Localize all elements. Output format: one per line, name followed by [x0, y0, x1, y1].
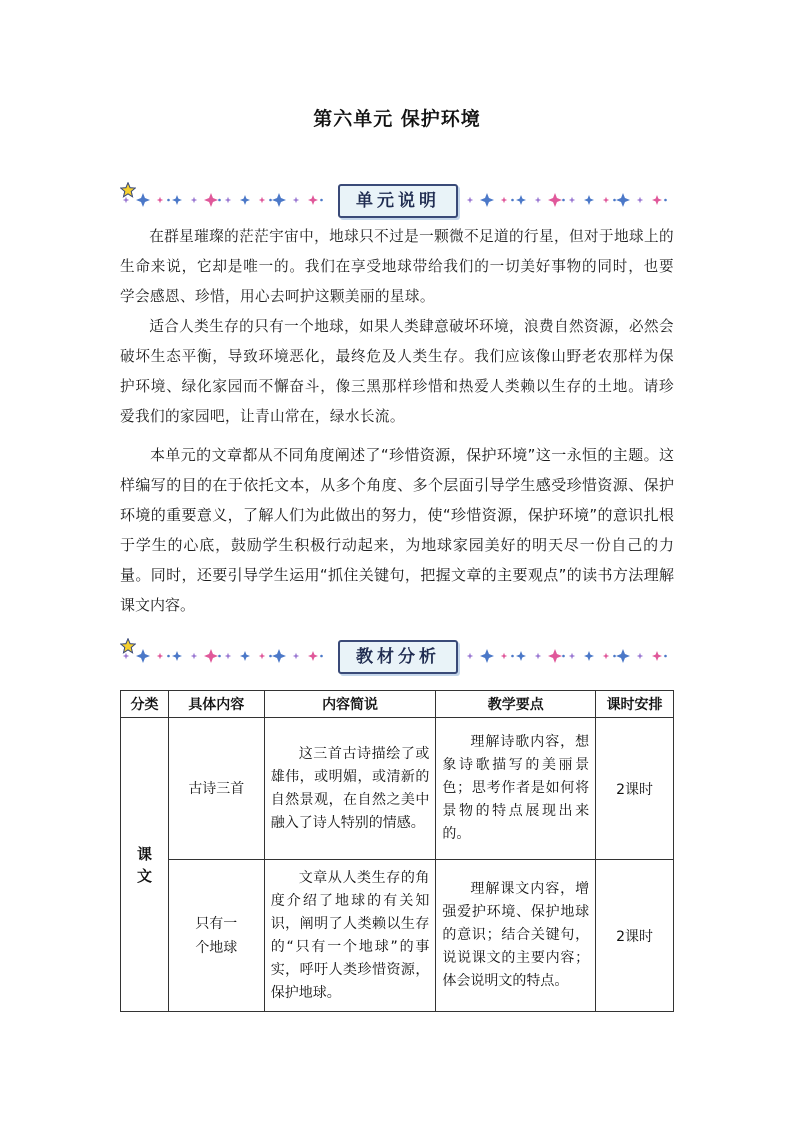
sparkle-icon [204, 193, 218, 207]
section-badge-unit: 单元说明 [338, 184, 458, 218]
table-row [121, 718, 674, 860]
sparkle-icon [225, 197, 231, 203]
sparkle-icon [172, 651, 182, 661]
sparkle-icon [204, 649, 218, 663]
sparkle-dot [218, 655, 221, 658]
sparkle-icon [516, 195, 526, 205]
category-cell: 课 文 [121, 718, 169, 1012]
sparkle-icon [259, 653, 265, 659]
page-title: 第六单元 保护环境 [313, 108, 481, 130]
sparkle-dot [167, 199, 170, 202]
sparkle-icon [548, 649, 562, 663]
sparkle-dot [218, 199, 221, 202]
table-header-cell: 课时安排 [596, 691, 674, 718]
sparkle-dot [613, 655, 616, 658]
table-header-cell: 分类 [121, 691, 169, 718]
sparkle-dot [664, 199, 667, 202]
table-header-row [121, 691, 674, 718]
sparkle-icon [272, 649, 286, 663]
sparkle-icon [259, 197, 265, 203]
sparkle-icon [584, 651, 594, 661]
sparkle-icon [501, 653, 507, 659]
table-header-cell: 内容简说 [264, 691, 436, 718]
section-banner-unit [120, 182, 674, 218]
sparkle-icon [637, 197, 643, 203]
sparkle-icon [240, 195, 250, 205]
table-header-cell: 具体内容 [168, 691, 264, 718]
paragraph: 本单元的文章都从不同角度阐述了“珍惜资源，保护环境”这一永恒的主题。这样编写的目的在于依托文本，从多个角度、多个层面引导学生感受珍惜资源、保护环境的重要意义，了解人们为此做出的努力，使“珍惜资源，保护环境”的意识扎根于学生的心底，鼓励学生积极行动起来，为地球家园美好的明天尽一份自己的力量。同时，还要引导学生运用“抓住关键句，把握文章的主要观点”的读书方法理解课文内容。 [120, 446, 674, 614]
sparkle-icon [240, 651, 250, 661]
sparkle-icon [516, 651, 526, 661]
sparkle-dot [562, 655, 565, 658]
sparkle-icon [157, 197, 163, 203]
sparkle-icon [616, 193, 630, 207]
sparkle-dot [167, 655, 170, 658]
sparkle-dot [511, 199, 514, 202]
sparkle-icon [652, 195, 662, 205]
sparkle-icon [172, 195, 182, 205]
sparkle-icon [136, 649, 150, 663]
sparkle-icon [293, 197, 299, 203]
sparkle-icon [535, 197, 541, 203]
sparkle-dot [664, 655, 667, 658]
sparkle-icon [467, 197, 473, 203]
sparkle-icon [225, 653, 231, 659]
section-banner-materials [120, 638, 674, 674]
sparkle-icon [616, 649, 630, 663]
sparkle-dot [562, 199, 565, 202]
sparkle-icon [569, 197, 575, 203]
sparkle-icon [191, 197, 197, 203]
sparkle-icon [584, 195, 594, 205]
sparkle-icon [480, 649, 494, 663]
content-cell: 只有一 个地球 [168, 860, 264, 1012]
paragraph: 在群星璀璨的茫茫宇宙中，地球只不过是一颗微不足道的行星，但对于地球上的生命来说，它却是唯一的。我们在享受地球带给我们的一切美好事物的同时，也要学会感恩、珍惜，用心去呵护这颗美丽的星球。 [120, 228, 674, 305]
table-header-cell: 教学要点 [436, 691, 596, 718]
sparkle-icon [293, 653, 299, 659]
star-icon [120, 638, 136, 654]
sparkle-dot [613, 199, 616, 202]
sparkle-icon [535, 653, 541, 659]
hours-cell: 2课时 [596, 860, 674, 1012]
lesson-table [120, 690, 674, 1012]
sparkle-icon [308, 651, 318, 661]
sparkle-dot [320, 199, 323, 202]
sparkle-icon [652, 651, 662, 661]
sparkle-icon [191, 653, 197, 659]
paragraph: 适合人类生存的只有一个地球，如果人类肆意破坏环境，浪费自然资源，必然会破坏生态平衡，导致环境恶化，最终危及人类生存。我们应该像山野老农那样为保护环境、绿化家园而不懈奋斗，像三黑那样珍惜和热爱人类赖以生存的土地。请珍爱我们的家园吧，让青山常在，绿水长流。 [120, 318, 674, 425]
sparkle-icon [157, 653, 163, 659]
sparkle-icon [548, 193, 562, 207]
sparkle-dot [320, 655, 323, 658]
sparkle-icon [603, 197, 609, 203]
sparkle-icon [569, 653, 575, 659]
sparkle-dot [269, 199, 272, 202]
sparkle-icon [467, 653, 473, 659]
sparkle-icon [603, 653, 609, 659]
key-points-cell: 理解诗歌内容，想象诗歌描写的美丽景色；思考作者是如何将景物的特点展现出来的。 [436, 718, 596, 860]
key-points-cell: 理解课文内容，增强爱护环境、保护地球的意识；结合关键句，说说课文的主要内容；体会说明文的特点。 [436, 860, 596, 1012]
summary-cell: 文章从人类生存的角度介绍了地球的有关知识，阐明了人类赖以生存的“只有一个地球”的事实，呼吁人类珍惜资源，保护地球。 [264, 860, 436, 1012]
content-cell: 古诗三首 [168, 718, 264, 860]
sparkle-dot [269, 655, 272, 658]
sparkle-icon [480, 193, 494, 207]
star-icon [120, 182, 136, 198]
sparkle-icon [637, 653, 643, 659]
hours-cell: 2课时 [596, 718, 674, 860]
sparkle-icon [308, 195, 318, 205]
summary-cell: 这三首古诗描绘了或雄伟，或明媚，或清新的自然景观，在自然之美中融入了诗人特别的情感。 [264, 718, 436, 860]
section-badge-materials: 教材分析 [338, 640, 458, 674]
sparkle-icon [136, 193, 150, 207]
table-row [121, 860, 674, 1012]
sparkle-icon [272, 193, 286, 207]
sparkle-icon [501, 197, 507, 203]
sparkle-dot [511, 655, 514, 658]
